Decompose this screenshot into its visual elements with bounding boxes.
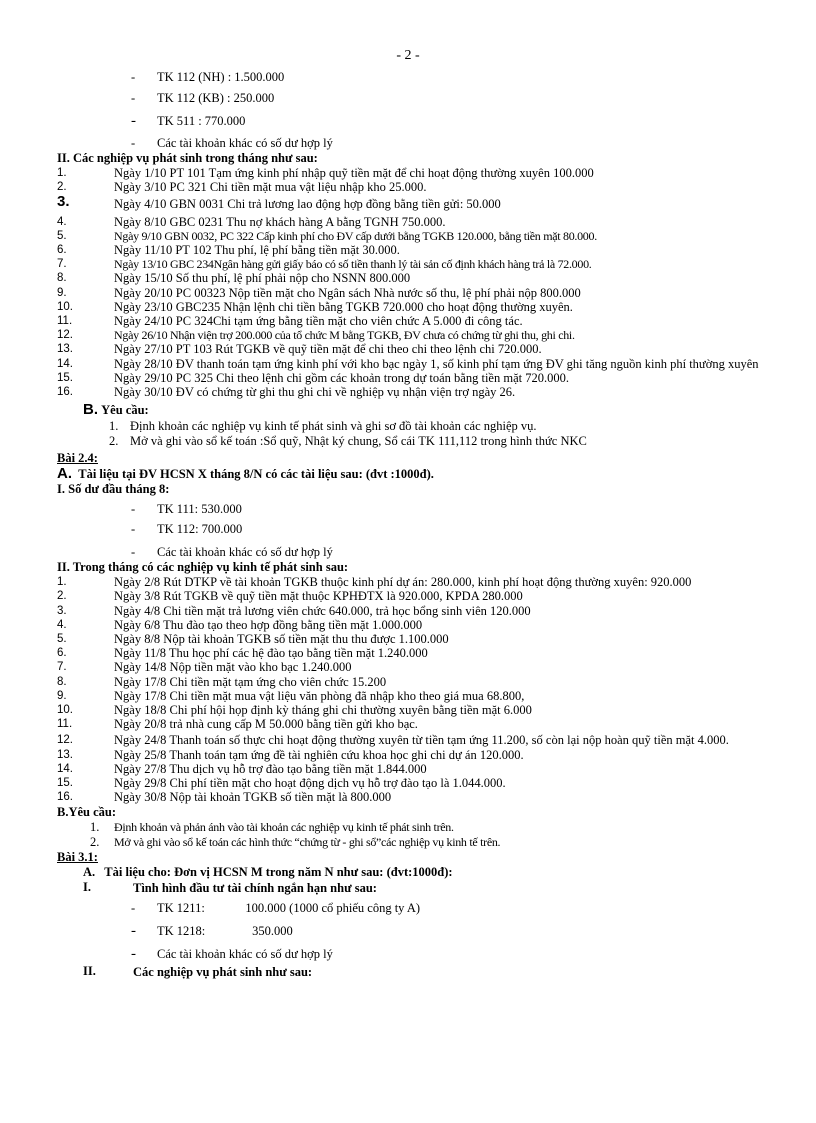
list-item: 7. Ngày 13/10 GBC 234Ngân hàng gửi giấy báo có số tiền thanh lý tài sản cố định khách hàng trả là 72.000. xyxy=(57,257,592,272)
requirement-item: 2. Mở và ghi vào sổ kế toán các hình thức “chứng từ - ghi sổ”các nghiệp vụ kinh tế trên. xyxy=(90,834,501,849)
list-item: 1. Ngày 1/10 PT 101 Tạm ứng kinh phí nhập quỹ tiền mặt để chi hoạt động thường xuyên 100.000 xyxy=(57,166,594,180)
list-item: 4. Ngày 6/8 Thu đào tạo theo hợp đồng bằng tiền mặt 1.000.000 xyxy=(57,617,423,632)
list-item: 8. Ngày 17/8 Chi tiền mặt tạm ứng cho viên chức 15.200 xyxy=(57,674,387,689)
list-item: 16. Ngày 30/10 ĐV có chứng từ ghi thu ghi chi về nghiệp vụ nhận viện trợ ngày 26. xyxy=(57,385,516,400)
list-item: 14. Ngày 27/8 Thu dịch vụ hỗ trợ đào tạo bằng tiền mặt 1.844.000 xyxy=(57,761,427,776)
exercise-intro: A. Tài liệu tại ĐV HCSN X tháng 8/N có các tài liệu sau: (đvt :1000đ). xyxy=(57,465,434,483)
balance-line: - Các tài khoản khác có số dư hợp lý xyxy=(131,945,333,962)
list-item: 8. Ngày 15/10 Số thu phí, lệ phí phải nộp cho NSNN 800.000 xyxy=(57,271,411,286)
balance-line: - TK 111: 530.000 xyxy=(131,502,242,517)
bullet-dash: - xyxy=(131,922,136,939)
list-item: 5. Ngày 8/8 Nộp tài khoản TGKB số tiền mặt thu thu được 1.100.000 xyxy=(57,632,449,647)
requirements-heading: B. Yêu cầu: xyxy=(83,401,149,419)
list-item: 12. Ngày 26/10 Nhận viện trợ 200.000 của tổ chức M bằng TGKB, ĐV chưa có chứng từ ghi thu, ghi chi. xyxy=(57,328,575,343)
page-number: - 2 - xyxy=(396,48,420,63)
subsection-heading: II. Các nghiệp vụ phát sinh như sau: xyxy=(83,963,313,979)
list-item: 9. Ngày 17/8 Chi tiền mặt mua vật liệu văn phòng đã nhập kho theo giá mua 68.800, xyxy=(57,688,525,703)
bullet-dash: - xyxy=(131,545,136,560)
list-item: 4. Ngày 8/10 GBC 0231 Thu nợ khách hàng A bằng TGNH 750.000. xyxy=(57,214,446,229)
list-item: 6. Ngày 11/10 PT 102 Thu phí, lệ phí bằng tiền mặt 30.000. xyxy=(57,243,400,258)
balance-line: - TK 112 (NH) : 1.500.000 xyxy=(131,70,285,84)
list-item: 16. Ngày 30/8 Nộp tài khoản TGKB số tiền mặt là 800.000 xyxy=(57,790,392,805)
list-item: 1. Ngày 2/8 Rút DTKP về tài khoản TGKB thuộc kinh phí dự án: 280.000, kinh phí hoạt động thường xuyên: 920.000 xyxy=(57,575,692,590)
list-item: 12. Ngày 24/8 Thanh toán số thực chi hoạt động thường xuyên từ tiền tạm ứng 11.200, số còn lại nộp hoàn quỹ tiền mặt 4.000. xyxy=(57,733,729,748)
list-item: 6. Ngày 11/8 Thu học phí các hệ đào tạo bằng tiền mặt 1.240.000 xyxy=(57,646,428,661)
bullet-dash: - xyxy=(131,113,136,129)
list-item: 11. Ngày 24/10 PC 324Chi tạm ứng bằng tiền mặt cho viên chức A 5.000 đi công tác. xyxy=(57,314,523,329)
list-item: 14. Ngày 28/10 ĐV thanh toán tạm ứng kinh phí với kho bạc ngày 1, số kinh phí tạm ứng ĐV ghi tăng nguồn kinh phí thường xuyên xyxy=(57,356,759,371)
list-item: 13. Ngày 27/10 PT 103 Rút TGKB về quỹ tiền mặt để chi theo chi theo lệnh chi 720.000. xyxy=(57,342,542,357)
list-item: 13. Ngày 25/8 Thanh toán tạm ứng đề tài nghiên cứu khoa học ghi chi dự án 120.000. xyxy=(57,747,524,762)
balance-line: - Các tài khoản khác có số dư hợp lý xyxy=(131,136,333,150)
section-heading: II. Trong tháng có các nghiệp vụ kinh tế phát sinh sau: xyxy=(57,560,349,575)
section-marker: A. xyxy=(57,465,72,483)
list-item: 9. Ngày 20/10 PC 00323 Nộp tiền mặt cho Ngân sách Nhà nước số thu, lệ phí phải nộp 800.000 xyxy=(57,285,581,300)
balance-line: - Các tài khoản khác có số dư hợp lý xyxy=(131,545,333,560)
exercise-title: Bài 2.4: xyxy=(57,451,98,466)
balance-line: - TK 112: 700.000 xyxy=(131,522,243,537)
list-item: 15. Ngày 29/10 PC 325 Chi theo lệnh chi gồm các khoản trong dự toán bằng tiền mặt 720.000. xyxy=(57,370,569,385)
exercise-title: Bài 3.1: xyxy=(57,849,98,864)
bullet-dash: - xyxy=(131,136,136,150)
bullet-dash: - xyxy=(131,900,136,915)
list-item: 7. Ngày 14/8 Nộp tiền mặt vào kho bạc 1.240.000 xyxy=(57,660,352,675)
bullet-dash: - xyxy=(131,91,136,105)
bullet-dash: - xyxy=(131,945,136,962)
list-item: 2. Ngày 3/8 Rút TGKB về quỹ tiền mặt thuộc KPHĐTX là 920.000, KPDA 280.000 xyxy=(57,589,523,604)
list-item: 10. Ngày 23/10 GBC235 Nhận lệnh chi tiền bằng TGKB 720.000 cho hoạt động thường xuyên. xyxy=(57,299,573,314)
list-item: 11. Ngày 20/8 trả nhà cung cấp M 50.000 bằng tiền gửi kho bạc. xyxy=(57,717,418,732)
exercise-intro: A. Tài liệu cho: Đơn vị HCSN M trong năm N như sau: (đvt:1000đ): xyxy=(83,864,453,879)
bullet-dash: - xyxy=(131,502,136,517)
list-item: 15. Ngày 29/8 Chi phí tiền mặt cho hoạt động dịch vụ hỗ trợ đào tạo là 1.044.000. xyxy=(57,776,506,791)
requirement-item: 1. Định khoản các nghiệp vụ kinh tế phát sinh và ghi sơ đồ tài khoản các nghiệp vụ. xyxy=(109,419,537,434)
list-item: 5. Ngày 9/10 GBN 0032, PC 322 Cấp kinh phí cho ĐV cấp dưới bằng TGKB 120.000, bằng tiền mặt 80.000. xyxy=(57,228,597,243)
balance-line: - TK 1218: 350.000 xyxy=(131,922,293,939)
list-item: 2. Ngày 3/10 PC 321 Chi tiền mặt mua vật liệu nhập kho 25.000. xyxy=(57,180,427,195)
bullet-dash: - xyxy=(131,522,136,537)
list-item: 3. Ngày 4/8 Chi tiền mặt trả lương viên chức 640.000, trả học bổng sinh viên 120.000 xyxy=(57,603,531,618)
document-body xyxy=(57,68,767,980)
requirements-heading: B.Yêu cầu: xyxy=(57,804,117,819)
bullet-dash: - xyxy=(131,70,136,84)
list-item: 10. Ngày 18/8 Chi phí hội họp định kỳ tháng ghi chi thường xuyên bằng tiền mặt 6.000 xyxy=(57,703,532,718)
balance-line: - TK 511 : 770.000 xyxy=(131,113,246,129)
section-heading: I. Số dư đầu tháng 8: xyxy=(57,482,170,497)
requirement-item: 2. Mở và ghi vào sổ kế toán :Sổ quỹ, Nhật ký chung, Sổ cái TK 111,112 trong hình thức NKC xyxy=(109,434,587,449)
list-item: 3. Ngày 4/10 GBN 0031 Chi trả lương lao động hợp đồng bằng tiền gửi: 50.000 xyxy=(57,193,501,212)
section-marker: B. xyxy=(83,401,98,419)
balance-line: - TK 1211: 100.000 (1000 cổ phiếu công ty A) xyxy=(131,900,421,915)
subsection-heading: I. Tình hình đầu tư tài chính ngắn hạn như sau: xyxy=(83,879,377,895)
balance-line: - TK 112 (KB) : 250.000 xyxy=(131,91,275,105)
requirement-item: 1. Định khoản và phản ánh vào tài khoản các nghiệp vụ kinh tế phát sinh trên. xyxy=(90,819,454,834)
section-heading: II. Các nghiệp vụ phát sinh trong tháng như sau: xyxy=(57,151,318,165)
